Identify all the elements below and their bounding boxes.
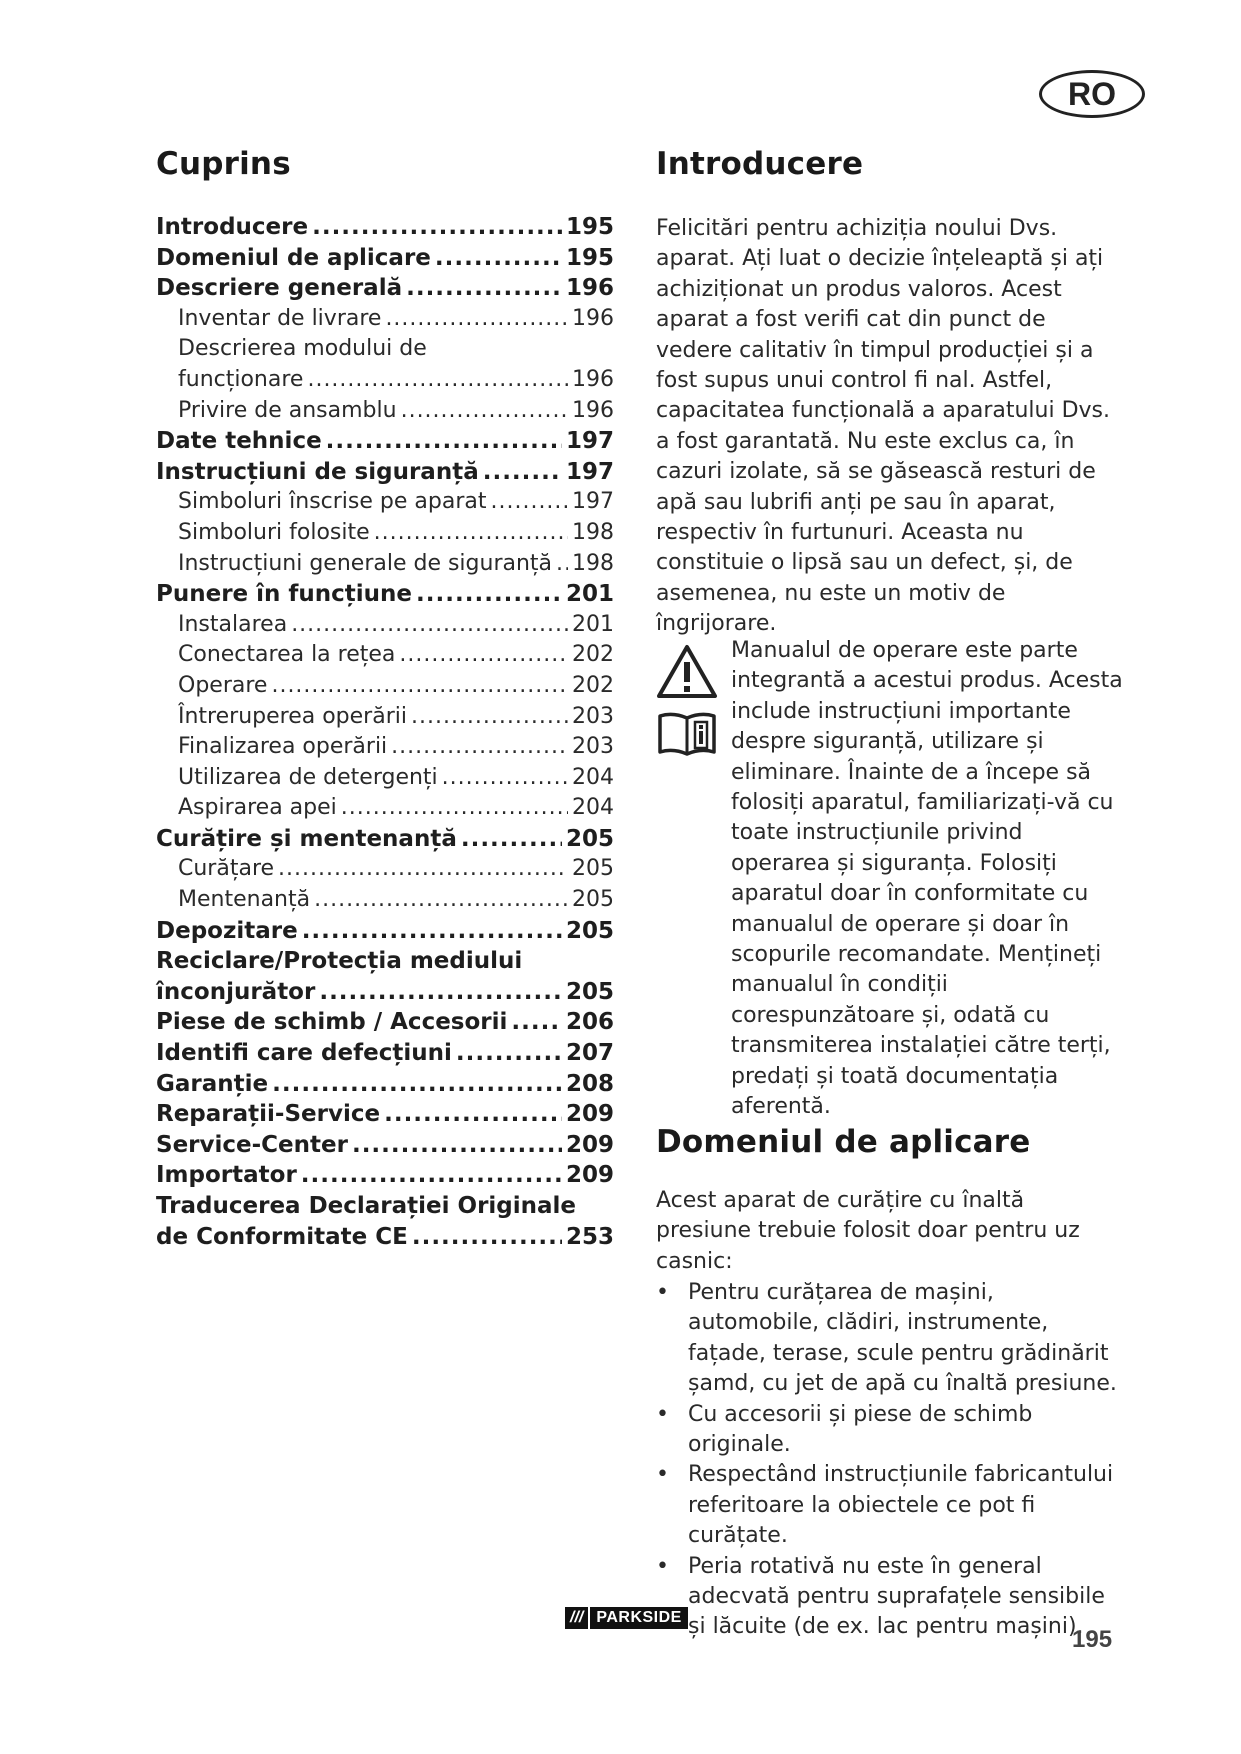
- toc-entry-page: 196: [565, 275, 614, 302]
- toc-entry-page: 205: [565, 978, 614, 1005]
- toc-entry: [156, 918, 614, 949]
- table-of-contents: [156, 214, 614, 1254]
- toc-entry-page: 196: [572, 397, 614, 423]
- toc-entry-text: Introducere: [156, 214, 309, 240]
- toc-entry-page: 209: [565, 1162, 614, 1189]
- toc-entry-page: 209: [565, 1101, 614, 1128]
- toc-entry-page: 205: [565, 825, 614, 852]
- toc-entry-page: 205: [572, 887, 614, 913]
- toc-entry-text: Domeniul de aplicare: [156, 244, 431, 271]
- toc-entry: [156, 856, 614, 887]
- toc-entry-text: Privire de ansamblu: [178, 397, 397, 423]
- toc-entry-text: Reciclare/Protecția mediului: [156, 948, 523, 975]
- toc-entry-text: Inventar de livrare: [178, 305, 382, 331]
- toc-entry-text: Finalizarea operării: [178, 734, 388, 760]
- toc-entry-page: 196: [572, 305, 614, 331]
- toc-entry: [156, 214, 614, 245]
- toc-entry-text: Operare: [178, 672, 268, 698]
- toc-entry: [156, 581, 614, 612]
- toc-entry-text: Reparații-Service: [156, 1101, 381, 1128]
- toc-entry: [156, 1101, 614, 1132]
- toc-entry: [156, 520, 614, 551]
- toc-entry-text: Utilizarea de detergenți: [178, 764, 438, 790]
- toc-leader-dots: [271, 673, 568, 698]
- toc-entry-page: 198: [572, 519, 614, 545]
- toc-leader-dots: [312, 214, 562, 240]
- toc-entry: [156, 826, 614, 857]
- toc-leader-dots: [416, 581, 562, 607]
- toc-leader-dots: [442, 765, 568, 790]
- toc-entry-text: Instrucțiuni generale de siguranță: [178, 550, 553, 576]
- toc-leader-dots: [483, 459, 562, 485]
- toc-entry-text: funcționare: [178, 366, 304, 392]
- toc-entry-page: 197: [572, 489, 614, 515]
- toc-entry-page: 195: [565, 214, 614, 240]
- toc-entry: [156, 367, 614, 398]
- toc-entry-text: Descrierea modului de: [178, 336, 427, 362]
- toc-title: Cuprins: [156, 146, 291, 182]
- toc-leader-dots: [374, 520, 568, 545]
- introducere-paragraph: Felicitări pentru achiziția noului Dvs. aparat. Ați luat o decizie înțeleaptă și ați achiziționat un produs valoros. Acest aparat a fost verifi cat din punct de vedere calitativ în timpul producției și a fost supus unui control fi nal. Astfel, capacitatea funcțională a aparatului Dvs. a fost garantată. Nu este exclus ca, în cazuri izolate, să se găsească resturi de apă sau lubrifi anți pe sau în aparat, respectiv în furtunuri. Aceasta nu constituie o lipsă sau un defect, și, de asemenea, nu este un motiv de îngrijorare.: [656, 216, 1110, 637]
- toc-leader-dots: [385, 306, 568, 331]
- toc-leader-dots: [341, 795, 568, 820]
- toc-leader-dots: [314, 887, 568, 912]
- toc-entry: [156, 1224, 614, 1255]
- toc-entry-page: 207: [565, 1040, 614, 1067]
- manual-notice: [656, 636, 1126, 1123]
- toc-entry-page: 197: [565, 428, 614, 455]
- toc-leader-dots: [456, 1040, 562, 1066]
- toc-leader-dots: [435, 245, 562, 271]
- toc-entry: [156, 642, 614, 673]
- toc-entry-page: 202: [572, 672, 614, 698]
- toc-entry: [156, 673, 614, 704]
- toc-entry-page: 206: [565, 1009, 614, 1036]
- toc-entry: [156, 1162, 614, 1193]
- toc-entry: [156, 275, 614, 306]
- toc-entry-text: Aspirarea apei: [178, 795, 337, 821]
- toc-entry: [156, 1132, 614, 1163]
- toc-entry-text: Întreruperea operării: [178, 703, 407, 729]
- toc-leader-dots: [272, 1071, 562, 1097]
- toc-leader-dots: [302, 918, 562, 944]
- toc-entry: [156, 1040, 614, 1071]
- toc-entry: [156, 1193, 614, 1224]
- toc-leader-dots: [401, 398, 568, 423]
- notice-icons: [656, 644, 718, 762]
- toc-entry-text: Date tehnice: [156, 428, 322, 455]
- toc-leader-dots: [412, 1224, 562, 1250]
- toc-entry-page: 197: [565, 458, 614, 485]
- toc-entry-text: Mentenanță: [178, 887, 311, 913]
- toc-entry: [156, 795, 614, 826]
- domeniul-heading: Domeniul de aplicare: [656, 1124, 1031, 1160]
- toc-entry: [156, 245, 614, 276]
- page-number: 195: [1072, 1626, 1113, 1653]
- toc-entry-page: 196: [572, 366, 614, 392]
- domeniul-paragraph: Acest aparat de curățire cu înaltă presiune trebuie folosit doar pentru uz casnic:: [656, 1188, 1080, 1274]
- toc-entry: [156, 428, 614, 459]
- toc-entry-text: Identifi care defecțiuni: [156, 1040, 452, 1067]
- toc-leader-dots: [319, 979, 562, 1005]
- toc-entry-page: 209: [565, 1131, 614, 1158]
- toc-entry-text: Punere în funcțiune: [156, 581, 413, 608]
- toc-leader-dots: [352, 1132, 562, 1158]
- toc-entry-page: 202: [572, 642, 614, 668]
- notice-text: Manualul de operare este parte integrantă a acestui produs. Acesta include instrucțiuni importante despre siguranță, utilizare și eliminare. Înainte de a începe să folosiți aparatul, familiarizați-vă cu toate instrucțiunile privind operarea și siguranța. Folosiți aparatul doar în conformitate cu manualul de operare și doar în scopurile recomandate. Mențineți manualul în condiții corespunzătoare și, odată cu transmiterea instalației către terți, predați și toată documentația aferentă.: [731, 638, 1123, 1120]
- toc-entry-page: 201: [565, 581, 614, 608]
- toc-leader-dots: [391, 734, 568, 759]
- toc-entry: [156, 398, 614, 429]
- toc-entry: [156, 1071, 614, 1102]
- introducere-heading: Introducere: [656, 146, 864, 182]
- toc-entry-text: de Conformitate CE: [156, 1223, 408, 1250]
- toc-leader-dots: [291, 612, 568, 637]
- usage-list: [656, 1278, 1126, 1643]
- list-item: • Pentru curățarea de mașini, automobile, clădiri, instrumente, fațade, terase, scule pentru grădinărit șamd, cu jet de apă cu înaltă presiune.: [656, 1278, 1126, 1400]
- toc-entry-page: 204: [572, 795, 614, 821]
- toc-leader-dots: [406, 275, 562, 301]
- toc-entry: [156, 306, 614, 337]
- toc-leader-dots: [556, 551, 568, 576]
- toc-entry-text: înconjurător: [156, 978, 316, 1005]
- toc-leader-dots: [411, 704, 568, 729]
- toc-leader-dots: [307, 367, 568, 392]
- toc-leader-dots: [301, 1162, 562, 1188]
- manual-info-icon: [656, 710, 718, 758]
- toc-leader-dots: [326, 428, 562, 454]
- toc-entry-page: 201: [572, 611, 614, 637]
- toc-entry-page: 205: [565, 917, 614, 944]
- toc-entry-text: Curățare: [178, 856, 275, 882]
- toc-entry-page: 253: [565, 1223, 614, 1250]
- toc-entry-text: Garanție: [156, 1070, 269, 1097]
- toc-entry-page: 208: [565, 1070, 614, 1097]
- toc-leader-dots: [384, 1101, 562, 1127]
- toc-entry-text: Simboluri înscrise pe aparat: [178, 489, 487, 515]
- toc-entry: [156, 1009, 614, 1040]
- toc-entry: [156, 336, 614, 367]
- toc-entry-text: Piese de schimb / Accesorii: [156, 1009, 508, 1036]
- list-item: • Respectând instrucțiunile fabricantului referitoare la obiectele ce pot fi curățate.: [656, 1460, 1126, 1551]
- toc-entry-page: 204: [572, 764, 614, 790]
- toc-entry: [156, 887, 614, 918]
- toc-entry-text: Importator: [156, 1162, 297, 1189]
- toc-entry-text: Descriere generală: [156, 275, 403, 302]
- toc-entry-text: Traducerea Declarației Originale: [156, 1193, 577, 1219]
- toc-entry-page: 203: [572, 703, 614, 729]
- toc-leader-dots: [461, 826, 562, 852]
- toc-entry-text: Instrucțiuni de siguranță: [156, 458, 479, 485]
- logo-text: PARKSIDE: [590, 1607, 688, 1629]
- toc-leader-dots: [490, 489, 568, 514]
- toc-entry: [156, 551, 614, 582]
- toc-entry: [156, 979, 614, 1010]
- list-item: • Cu accesorii și piese de schimb originale.: [656, 1400, 1126, 1461]
- toc-entry-text: Service-Center: [156, 1131, 348, 1158]
- parkside-logo: [565, 1607, 688, 1629]
- toc-entry-text: Depozitare: [156, 917, 298, 944]
- toc-entry: [156, 612, 614, 643]
- toc-entry-page: 205: [572, 856, 614, 882]
- toc-entry: [156, 948, 614, 979]
- toc-entry-text: Curățire și mentenanță: [156, 825, 457, 852]
- toc-leader-dots: [511, 1009, 562, 1035]
- toc-entry: [156, 459, 614, 490]
- toc-entry: [156, 704, 614, 735]
- toc-leader-dots: [399, 642, 568, 667]
- toc-entry-text: Simboluri folosite: [178, 519, 370, 545]
- list-item: • Peria rotativă nu este în general adecvată pentru suprafațele sensibile și lăcuite (de ex. lac pentru mașini).: [656, 1552, 1126, 1643]
- warning-icon: [656, 644, 718, 700]
- toc-entry-page: 195: [565, 244, 614, 271]
- toc-leader-dots: [278, 856, 568, 881]
- toc-entry-text: Conectarea la rețea: [178, 642, 396, 668]
- toc-entry: [156, 489, 614, 520]
- logo-slashes: ///: [565, 1607, 588, 1629]
- toc-entry-text: Instalarea: [178, 611, 288, 637]
- toc-entry-page: 203: [572, 734, 614, 760]
- toc-entry: [156, 734, 614, 765]
- toc-entry: [156, 765, 614, 796]
- language-badge: RO: [1039, 70, 1145, 118]
- toc-entry-page: 198: [572, 550, 614, 576]
